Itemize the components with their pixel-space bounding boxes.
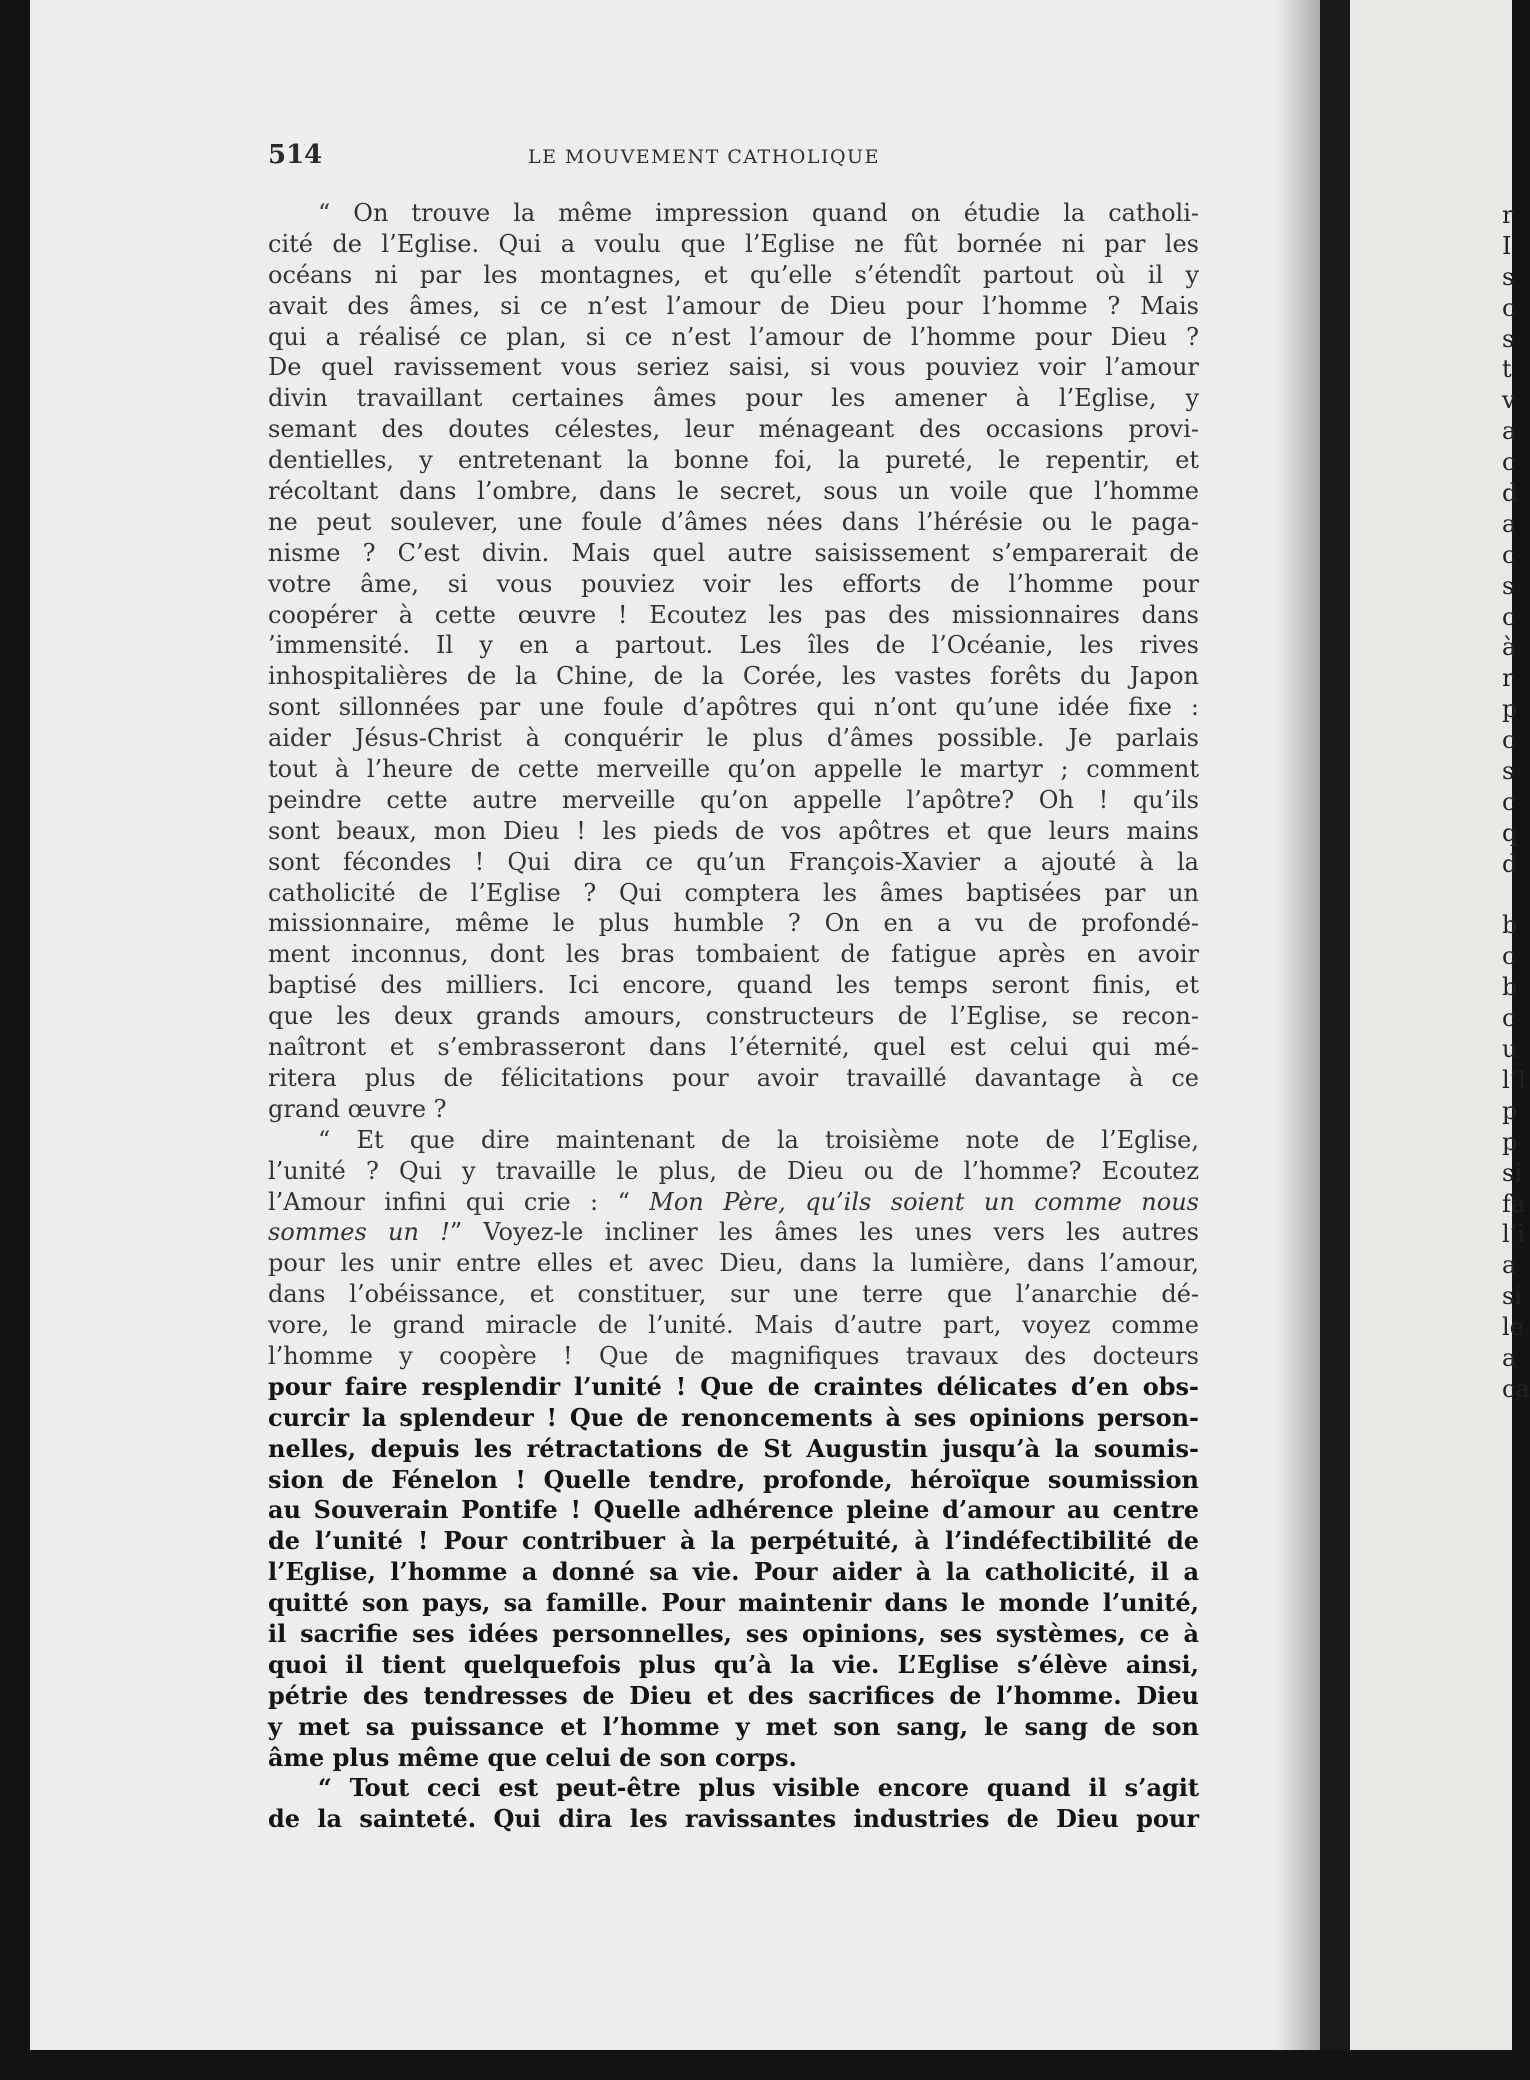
fragment: c xyxy=(1502,1004,1516,1033)
fragment: t xyxy=(1502,355,1512,384)
text-line: aider Jésus-Christ à conquérir le plus d’âmes possible. Je parlais xyxy=(268,724,1199,753)
text-line: ne peut soulever, une foule d’âmes nées dans l’hérésie ou le paga- xyxy=(268,507,1199,536)
text-line: l’homme y coopère ! Que de magnifiques travaux des docteurs xyxy=(268,1341,1199,1370)
text-line: quitté son pays, sa famille. Pour maintenir dans le monde l’unité, xyxy=(268,1588,1199,1618)
text-line: De quel ravissement vous seriez saisi, si vous pouviez voir l’amour xyxy=(268,353,1199,382)
text-line: missionnaire, même le plus humble ? On en a vu de profondé- xyxy=(268,909,1199,938)
fragment: b xyxy=(1502,911,1518,940)
fragment: u xyxy=(1502,1035,1518,1064)
text-line: il sacrifie ses idées personnelles, ses opinions, ses systèmes, ce à xyxy=(268,1618,1199,1648)
fragment: l’i xyxy=(1502,1220,1525,1249)
text-line: naîtront et s’embrasseront dans l’éternité, quel est celui qui mé- xyxy=(268,1033,1199,1062)
page-fold-shadow xyxy=(1275,0,1320,2050)
text-line: cité de l’Eglise. Qui a voulu que l’Eglise ne fût bornée ni par les xyxy=(268,229,1199,258)
running-head: LE MOUVEMENT CATHOLIQUE xyxy=(528,146,880,168)
text-line: y met sa puissance et l’homme y met son sang, le sang de son xyxy=(268,1711,1199,1741)
text-line: nisme ? C’est divin. Mais quel autre saisissement s’emparerait de xyxy=(268,538,1199,567)
text-line: nelles, depuis les rétractations de St Augustin jusqu’à la soumis- xyxy=(268,1433,1199,1463)
fragment: I xyxy=(1502,231,1512,260)
fragment: r xyxy=(1502,664,1514,693)
book-gutter xyxy=(1320,0,1350,2080)
text-line: dentielles, y entretenant la bonne foi, la pureté, le repentir, et xyxy=(268,446,1199,475)
text-line: qui a réalisé ce plan, si ce n’est l’amour de l’homme pour Dieu ? xyxy=(268,322,1199,351)
fragment: a xyxy=(1502,1251,1517,1280)
text-line: coopérer à cette œuvre ! Ecoutez les pas des missionnaires dans xyxy=(268,600,1199,629)
italic-quote: Mon Père, qu’ils soient un comme nous xyxy=(649,1187,1199,1216)
text-line: âme plus même que celui de son corps. xyxy=(268,1742,797,1772)
fragment: s xyxy=(1502,571,1515,600)
text-line: l’Eglise, l’homme a donné sa vie. Pour aider à la catholicité, il a xyxy=(268,1557,1199,1587)
text-line: dans l’obéissance, et constituer, sur une terre que l’anarchie dé- xyxy=(268,1280,1199,1309)
text-line: “ Tout ceci est peut-être plus visible encore quand il s’agit xyxy=(318,1773,1199,1803)
text-line: ritera plus de félicitations pour avoir travaillé davantage à ce xyxy=(268,1063,1199,1092)
text-line: l’unité ? Qui y travaille le plus, de Dieu ou de l’homme? Ecoutez xyxy=(268,1156,1199,1185)
text-run: l’Amour infini qui crie : “ xyxy=(268,1187,630,1216)
text-line: pour faire resplendir l’unité ! Que de craintes délicates d’en obs- xyxy=(268,1371,1199,1401)
fragment: r xyxy=(1502,201,1514,229)
text-line: vore, le grand miracle de l’unité. Mais d’autre part, voyez comme xyxy=(268,1311,1199,1340)
fragment: à xyxy=(1502,633,1517,662)
text-line: pétrie des tendresses de Dieu et des sacrifices de l’homme. Dieu xyxy=(268,1680,1199,1710)
text-line: ’immensité. Il y en a partout. Les îles de l’Océanie, les rives xyxy=(268,631,1199,660)
text-line xyxy=(268,1187,1199,1218)
text-line: peindre cette autre merveille qu’on appelle l’apôtre? Oh ! qu’ils xyxy=(268,785,1199,814)
text-line: quoi il tient quelquefois plus qu’à la vie. L’Eglise s’élève ainsi, xyxy=(268,1649,1199,1679)
text-line: “ Et que dire maintenant de la troisième note de l’Eglise, xyxy=(318,1125,1199,1154)
text-line: ment inconnus, dont les bras tombaient de fatigue après en avoir xyxy=(268,940,1199,969)
text-line: divin travaillant certaines âmes pour les amener à l’Eglise, y xyxy=(268,384,1199,413)
text-line: inhospitalières de la Chine, de la Corée, les vastes forêts du Japon xyxy=(268,662,1199,691)
fragment: c xyxy=(1502,787,1516,816)
text-line: sion de Fénelon ! Quelle tendre, profonde, héroïque soumission xyxy=(268,1464,1199,1494)
text-line: votre âme, si vous pouviez voir les efforts de l’homme pour xyxy=(268,569,1199,598)
fragment: v xyxy=(1502,386,1516,415)
text-line: curcir la splendeur ! Que de renoncements à ses opinions person- xyxy=(268,1402,1199,1432)
text-line: de la sainteté. Qui dira les ravissantes industries de Dieu pour xyxy=(268,1804,1199,1834)
fragment: si xyxy=(1502,1158,1522,1187)
fragment: d xyxy=(1502,479,1518,508)
facing-page-text xyxy=(1502,200,1530,1405)
text-line: semant des doutes célestes, leur ménageant des occasions provi- xyxy=(268,415,1199,444)
fragment: s xyxy=(1502,324,1515,353)
fragment: s xyxy=(1502,262,1515,291)
fragment: b xyxy=(1502,973,1518,1002)
text-line: sont beaux, mon Dieu ! les pieds de vos apôtres et que leurs mains xyxy=(268,816,1199,845)
text-line: “ On trouve la même impression quand on étudie la catholi- xyxy=(318,199,1199,227)
fragment: a xyxy=(1502,417,1517,446)
fragment: q xyxy=(1502,818,1518,847)
text-line: tout à l’heure de cette merveille qu’on appelle le martyr ; comment xyxy=(268,755,1199,784)
text-line: que les deux grands amours, constructeurs de l’Eglise, se recon- xyxy=(268,1002,1199,1031)
fragment: ca xyxy=(1502,1374,1530,1403)
text-line: océans ni par les montagnes, et qu’elle s’étendît partout où il y xyxy=(268,260,1199,289)
text-run: ” Voyez-le incliner les âmes les unes vers les autres xyxy=(449,1218,1199,1247)
fragment: s xyxy=(1502,757,1515,786)
text-line: grand œuvre ? xyxy=(268,1094,447,1123)
text-line: au Souverain Pontife ! Quelle adhérence pleine d’amour au centre xyxy=(268,1495,1199,1525)
fragment: a xyxy=(1502,1343,1517,1372)
text-line: sont sillonnées par une foule d’apôtres qui n’ont qu’une idée fixe : xyxy=(268,693,1199,722)
fragment: c xyxy=(1502,448,1516,477)
fragment: p xyxy=(1502,1096,1518,1125)
fragment: c xyxy=(1502,942,1516,971)
fragment: a xyxy=(1502,509,1517,538)
text-line: baptisé des milliers. Ici encore, quand les temps seront finis, et xyxy=(268,971,1199,1000)
text-line: avait des âmes, si ce n’est l’amour de Dieu pour l’homme ? Mais xyxy=(268,291,1199,320)
scan-bottom-border xyxy=(0,2050,1512,2080)
facing-page xyxy=(1350,0,1530,2055)
page-header xyxy=(268,140,1198,174)
italic-quote: sommes un ! xyxy=(268,1218,450,1247)
fragment: si xyxy=(1502,1282,1522,1311)
fragment: l’I xyxy=(1502,1065,1527,1094)
text-line: pour les unir entre elles et avec Dieu, dans la lumière, dans l’amour, xyxy=(268,1249,1199,1278)
body-text xyxy=(268,198,1199,1835)
fragment: c xyxy=(1502,540,1516,569)
text-line: de l’unité ! Pour contribuer à la perpétuité, à l’indéfectibilité de xyxy=(268,1526,1199,1556)
fragment: le xyxy=(1502,1313,1524,1342)
page-number: 514 xyxy=(268,140,323,170)
fragment: fa xyxy=(1502,1189,1526,1218)
fragment: c xyxy=(1502,293,1516,322)
text-line: catholicité de l’Eglise ? Qui comptera les âmes baptisées par un xyxy=(268,878,1199,907)
fragment xyxy=(1502,880,1522,911)
text-line: sont fécondes ! Qui dira ce qu’un François-Xavier a ajouté à la xyxy=(268,847,1199,876)
text-line xyxy=(268,1217,1199,1248)
fragment: p xyxy=(1502,695,1518,724)
fragment: d xyxy=(1502,849,1518,878)
text-line: récoltant dans l’ombre, dans le secret, sous un voile que l’homme xyxy=(268,477,1199,506)
fragment: c xyxy=(1502,602,1516,631)
fragment: p xyxy=(1502,1127,1518,1156)
fragment: c xyxy=(1502,726,1516,755)
